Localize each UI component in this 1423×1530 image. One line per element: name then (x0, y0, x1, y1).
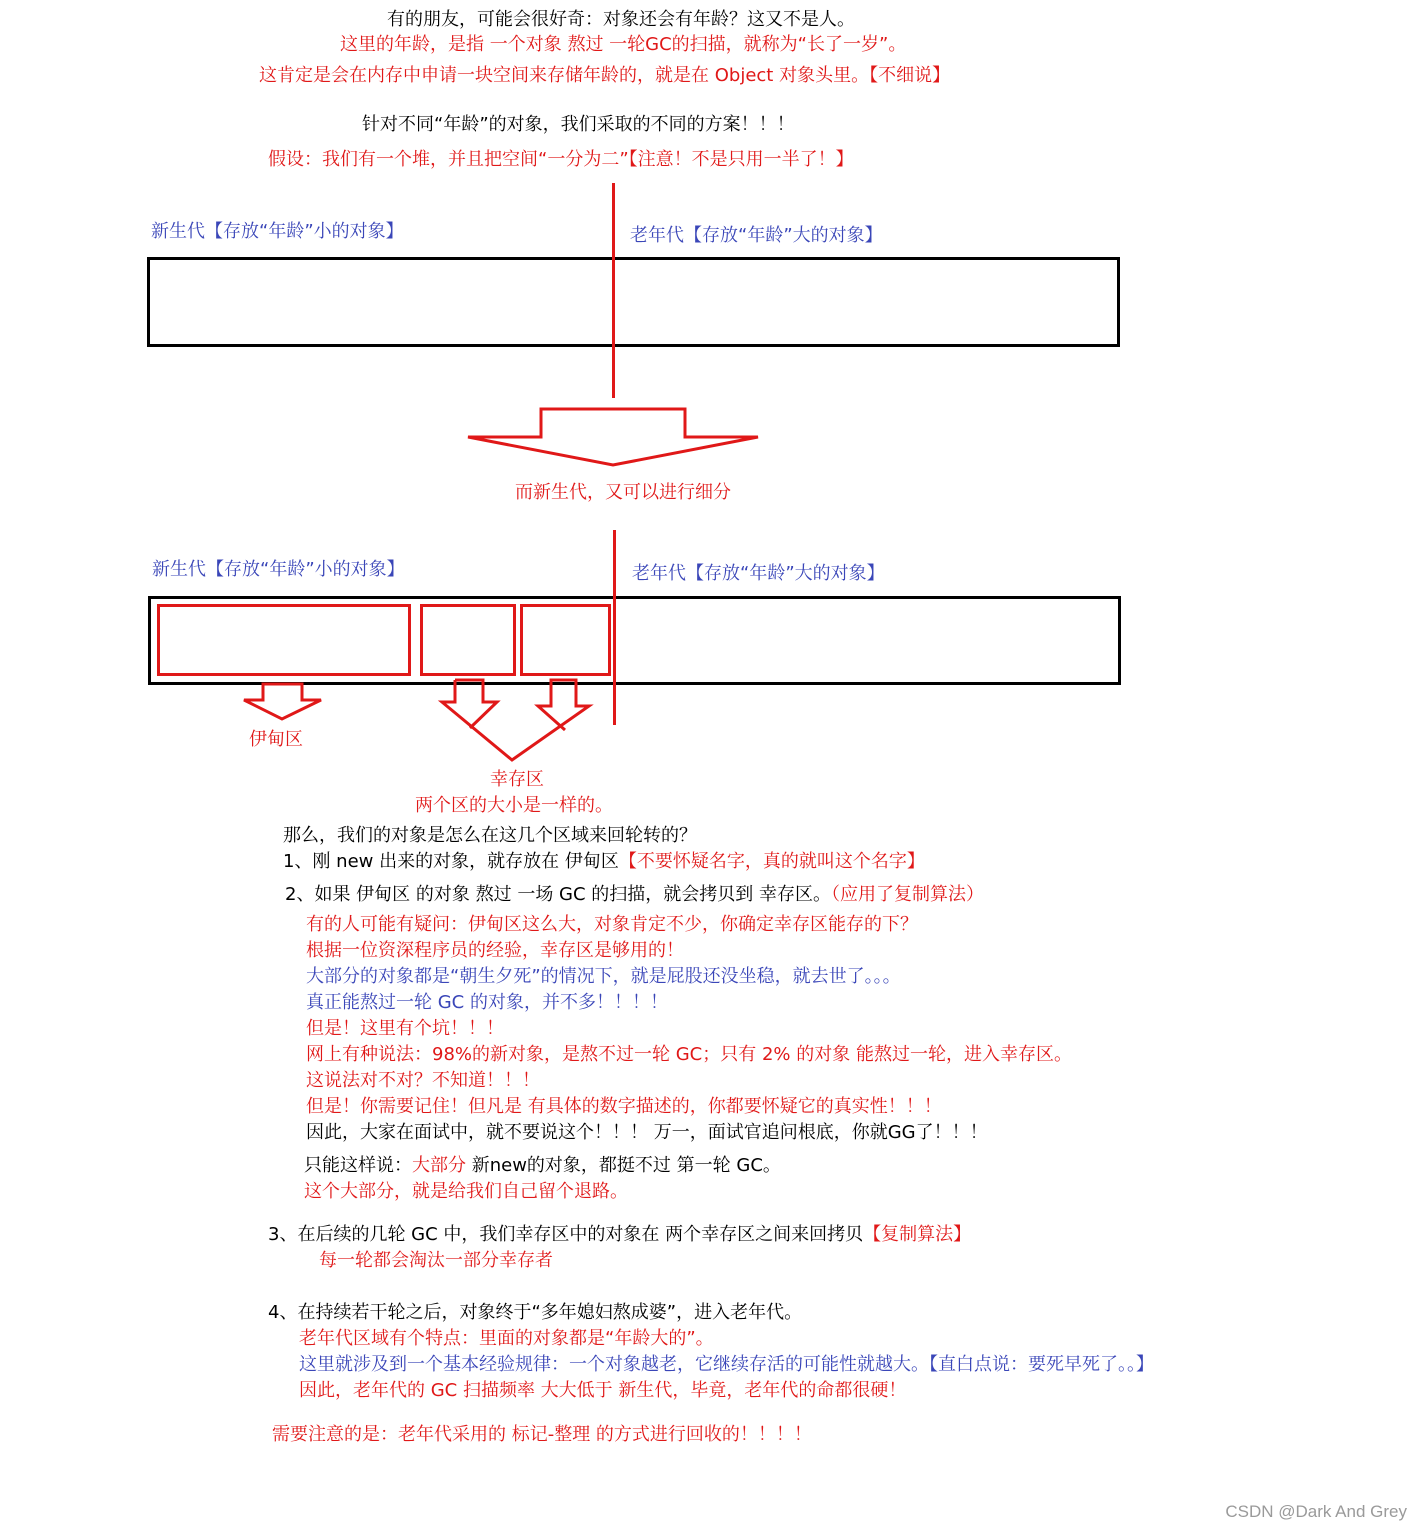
intro-age-storage-bracket: 【不细说】 (869, 65, 951, 86)
survivor-label: 幸存区 (490, 769, 544, 790)
step2-line5: 但是！这里有个坑！！！ (306, 1018, 504, 1039)
step2-line1: 有的人可能有疑问：伊甸区这么大，对象肯定不少，你确定幸存区能存的下？ (306, 914, 918, 935)
intro-age-storage (259, 67, 950, 85)
middle-caption: 而新生代，又可以进行细分 (515, 482, 731, 503)
d1-old-gen-label: 老年代【存放“年龄”大的对象】 (630, 225, 883, 246)
step2-line8: 但是！你需要记住！但凡是 有具体的数字描述的，你都要怀疑它的真实性！！！ (306, 1096, 942, 1117)
d2-young-gen-label (152, 561, 405, 579)
step2-line9: 因此，大家在面试中，就不要说这个！！！ 万一，面试官追问根底，你就GG了！！！ (306, 1122, 988, 1143)
step2-line2: 根据一位资深程序员的经验，幸存区是够用的！ (306, 940, 684, 961)
step2-line10 (304, 1157, 781, 1175)
d2-young-gen-note: 【存放“年龄”小的对象】 (206, 559, 405, 580)
eden-down-arrow-icon (242, 682, 324, 722)
step2-line10-rest: 新new的对象，都挺不过 第一轮 GC。 (466, 1155, 781, 1176)
d1-divider-line (612, 183, 615, 398)
step2-line10-highlight: 大部分 (412, 1155, 466, 1176)
step2-line4: 真正能熬过一轮 GC 的对象，并不多！！！！ (306, 992, 668, 1013)
intro-question: 有的朋友，可能会很好奇：对象还会有年龄？这又不是人。 (387, 9, 855, 30)
survivor-size-note: 两个区的大小是一样的。 (415, 795, 613, 816)
d1-heap-box (147, 257, 1120, 347)
survivor-region-box-1 (420, 604, 516, 676)
intro-plan: 针对不同“年龄”的对象，我们采取的不同的方案！！！ (362, 114, 795, 135)
step2-text: 2、如果 伊甸区 的对象 熬过 一场 GC 的扫描，就会拷贝到 幸存区。 (285, 884, 832, 905)
d2-young-gen-name: 新生代 (152, 559, 206, 580)
steps-question: 那么，我们的对象是怎么在这几个区域来回轮转的？ (283, 825, 697, 846)
step2-line11: 这个大部分，就是给我们自己留个退路。 (304, 1181, 628, 1202)
d1-young-gen-note: 【存放“年龄”小的对象】 (205, 221, 404, 242)
step2 (285, 886, 984, 904)
eden-label: 伊甸区 (249, 729, 303, 750)
step4-line2: 这里就涉及到一个基本经验规律：一个对象越老，它继续存活的可能性就越大。【直白点说：要死早死了。。】 (299, 1354, 1154, 1375)
step2-line3: 大部分的对象都是“朝生夕死”的情况下，就是屁股还没坐稳，就去世了。。。 (306, 966, 901, 987)
step4-line3: 因此，老年代的 GC 扫描频率 大大低于 新生代，毕竟，老年代的命都很硬！ (299, 1380, 907, 1401)
step3-note: 【复制算法】 (863, 1224, 972, 1245)
step1-note: 【不要怀疑名字，真的就叫这个名字】 (618, 851, 925, 872)
step3 (268, 1226, 971, 1244)
step2-line6: 网上有种说法：98%的新对象，是熬不过一轮 GC；只有 2% 的对象 能熬过一轮，进入幸存区。 (306, 1044, 1072, 1065)
step1 (283, 853, 925, 871)
step2-line10-lead: 只能这样说： (304, 1155, 412, 1176)
survivor-down-arrows-icon (440, 678, 592, 764)
step1-text: 1、刚 new 出来的对象，就存放在 伊甸区 (283, 851, 619, 872)
big-down-arrow-icon (465, 406, 761, 468)
step2-line7: 这说法对不对？不知道！！！ (306, 1070, 540, 1091)
d2-old-gen-label: 老年代【存放“年龄”大的对象】 (632, 563, 885, 584)
step3-line1: 每一轮都会淘汰一部分幸存者 (319, 1250, 553, 1271)
d2-divider-line (613, 530, 616, 725)
survivor-region-box-2 (520, 604, 611, 676)
intro-assumption: 假设：我们有一个堆，并且把空间“一分为二”【注意！不是只用一半了！】 (268, 149, 854, 170)
step4-line1: 老年代区域有个特点：里面的对象都是“年龄大的”。 (299, 1328, 714, 1349)
final-note: 需要注意的是：老年代采用的 标记-整理 的方式进行回收的！！！！ (272, 1424, 812, 1445)
step3-text: 3、在后续的几轮 GC 中，我们幸存区中的对象在 两个幸存区之间来回拷贝 (268, 1224, 864, 1245)
step2-note: （应用了复制算法） (831, 884, 985, 905)
intro-age-definition: 这里的年龄，是指 一个对象 熬过 一轮GC的扫描，就称为“长了一岁”。 (340, 34, 907, 55)
intro-age-storage-text: 这肯定是会在内存中申请一块空间来存储年龄的，就是在 Object 对象头里。 (259, 65, 870, 86)
watermark: CSDN @Dark And Grey (1225, 1502, 1407, 1521)
d1-young-gen-label (151, 223, 404, 241)
d1-young-gen-name: 新生代 (151, 221, 205, 242)
eden-region-box (157, 604, 411, 676)
step4: 4、在持续若干轮之后，对象终于“多年媳妇熬成婆”，进入老年代。 (268, 1302, 803, 1323)
